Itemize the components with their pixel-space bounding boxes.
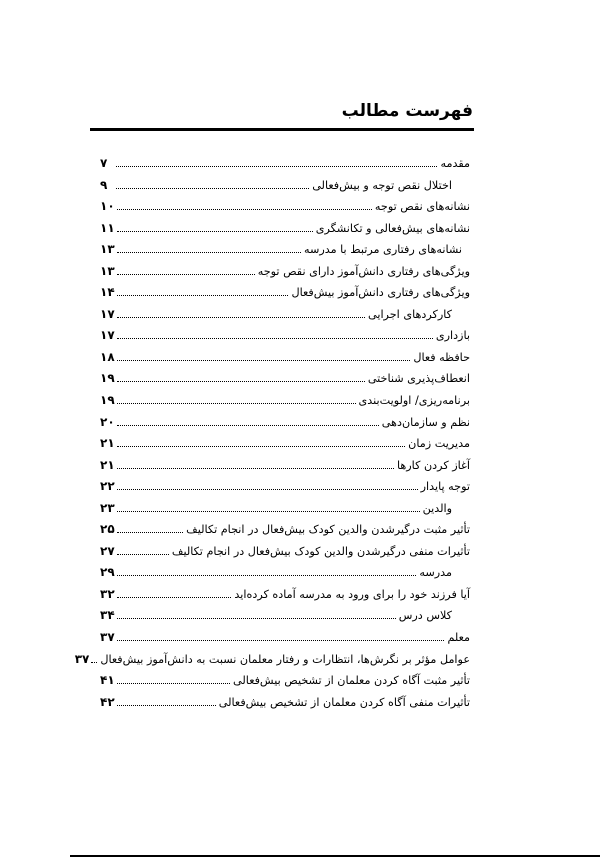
dot-leader (117, 640, 445, 641)
toc-entry[interactable] (100, 368, 470, 390)
toc-entry-page: ۳۲ (100, 586, 115, 601)
toc-entry[interactable] (100, 196, 470, 218)
table-of-contents (74, 153, 470, 713)
dot-leader (117, 575, 417, 576)
toc-entry-title: حافظه فعال (413, 350, 470, 364)
toc-entry[interactable] (74, 649, 470, 671)
toc-entry-title: نشانه‌های بیش‌فعالی و تکانشگری (315, 221, 470, 235)
toc-entry[interactable] (100, 304, 470, 326)
toc-entry-page: ۱۷ (100, 306, 115, 321)
dot-leader (117, 360, 411, 361)
toc-entry-page: ۳۷ (74, 651, 90, 666)
toc-entry-title: نظم و سازمان‌دهی (381, 415, 470, 429)
toc-entry-page: ۹ (100, 177, 108, 192)
dot-leader (117, 683, 230, 684)
toc-entry-title: ویژگی‌های رفتاری دانش‌آموز بیش‌فعال (291, 286, 470, 300)
toc-entry[interactable] (100, 670, 470, 692)
toc-entry-title: تأثیر مثبت درگیرشدن والدین کودک بیش‌فعال در انجام تکالیف (186, 523, 470, 537)
dot-leader (117, 209, 372, 210)
page-title: فهرست مطالب (341, 101, 473, 121)
dot-leader (91, 662, 97, 663)
toc-entry-page: ۷ (100, 156, 108, 170)
toc-entry-page: ۲۳ (100, 500, 115, 515)
toc-entry-title: نشانه‌های رفتاری مرتبط با مدرسه (303, 243, 462, 257)
toc-entry[interactable] (100, 692, 470, 714)
toc-entry-page: ۴۱ (100, 673, 115, 688)
toc-entry-page: ۲۲ (100, 479, 115, 494)
dot-leader (117, 338, 433, 339)
dot-leader (116, 188, 309, 189)
toc-entry-title: مدیریت زمان (408, 437, 470, 451)
toc-entry[interactable] (100, 541, 470, 563)
toc-entry-title: والدین (422, 501, 452, 515)
toc-entry[interactable] (100, 239, 470, 261)
toc-entry-title: بازداری (435, 329, 470, 343)
toc-entry[interactable] (100, 562, 470, 584)
toc-entry[interactable] (100, 390, 470, 412)
dot-leader (117, 489, 418, 490)
toc-entry-title: انعطاف‌پذیری شناختی (367, 372, 470, 386)
dot-leader (117, 231, 313, 232)
toc-entry-page: ۲۵ (100, 522, 115, 537)
title-divider (90, 128, 474, 131)
dot-leader (117, 317, 365, 318)
toc-entry-title: توجه پایدار (420, 480, 470, 494)
toc-entry[interactable] (100, 519, 470, 541)
toc-entry-page: ۱۹ (100, 371, 115, 386)
dot-leader (117, 705, 216, 706)
toc-entry-page: ۱۳ (100, 263, 115, 278)
dot-leader (116, 166, 437, 167)
toc-entry[interactable] (100, 412, 470, 434)
toc-entry-title: تأثیرات منفی آگاه کردن معلمان از تشخیص بیش‌فعالی (218, 695, 470, 709)
toc-entry-page: ۲۹ (100, 565, 115, 580)
toc-entry-page: ۱۳ (100, 242, 115, 257)
dot-leader (117, 252, 301, 253)
toc-entry[interactable] (100, 498, 470, 520)
toc-entry[interactable] (100, 347, 470, 369)
toc-entry-title: ویژگی‌های رفتاری دانش‌آموز دارای نقص توجه (257, 264, 470, 278)
toc-entry-page: ۱۸ (100, 349, 115, 364)
toc-entry-title: آیا فرزند خود را برای ورود به مدرسه آماده کرده‌اید (234, 587, 470, 601)
toc-entry-page: ۱۹ (100, 393, 115, 408)
toc-entry-page: ۳۴ (100, 608, 115, 623)
toc-entry-page: ۱۰ (100, 199, 115, 214)
toc-entry-title: آغاز کردن کارها (396, 458, 470, 472)
toc-entry-page: ۲۱ (100, 436, 115, 451)
toc-entry[interactable] (100, 476, 470, 498)
toc-entry-title: برنامه‌ریزی/ اولویت‌بندی (358, 394, 470, 408)
toc-entry[interactable] (100, 175, 470, 197)
dot-leader (117, 532, 183, 533)
dot-leader (117, 554, 169, 555)
dot-leader (117, 597, 232, 598)
toc-entry-title: نشانه‌های نقص توجه (374, 200, 470, 214)
toc-entry[interactable] (100, 455, 470, 477)
toc-entry-page: ۱۷ (100, 328, 115, 343)
toc-entry-title: معلم (447, 631, 470, 645)
dot-leader (117, 618, 396, 619)
dot-leader (117, 468, 394, 469)
dot-leader (117, 425, 379, 426)
toc-entry-title: کلاس درس (398, 609, 452, 623)
toc-entry[interactable] (100, 153, 470, 175)
dot-leader (117, 274, 255, 275)
dot-leader (117, 295, 289, 296)
toc-entry[interactable] (100, 282, 470, 304)
toc-entry-page: ۲۰ (100, 414, 115, 429)
toc-entry[interactable] (100, 325, 470, 347)
dot-leader (117, 403, 356, 404)
toc-entry-title: تأثیر مثبت آگاه کردن معلمان از تشخیص بیش‌فعالی (233, 674, 470, 688)
dot-leader (117, 446, 406, 447)
toc-entry[interactable] (100, 218, 470, 240)
toc-entry-title: مدرسه (419, 566, 452, 580)
toc-entry-page: ۲۱ (100, 457, 115, 472)
toc-entry[interactable] (100, 261, 470, 283)
toc-entry-title: عوامل مؤثر بر نگرش‌ها، انتظارات و رفتار معلمان نسبت به دانش‌آموز بیش‌فعال (100, 652, 470, 666)
dot-leader (117, 511, 420, 512)
toc-entry-page: ۱۱ (100, 220, 115, 235)
toc-entry-title: مقدمه (440, 157, 470, 170)
toc-entry-page: ۳۷ (100, 630, 115, 645)
toc-entry-page: ۲۷ (100, 543, 115, 558)
toc-entry-title: تأثیرات منفی درگیرشدن والدین کودک بیش‌فعال در انجام تکالیف (171, 544, 470, 558)
toc-entry-title: اختلال نقص توجه و بیش‌فعالی (312, 178, 452, 192)
toc-entry[interactable] (100, 584, 470, 606)
toc-entry[interactable] (100, 605, 470, 627)
toc-entry[interactable] (100, 627, 470, 649)
toc-entry-page: ۴۲ (100, 694, 115, 709)
toc-entry-title: کارکردهای اجرایی (368, 307, 452, 321)
toc-entry[interactable] (100, 433, 470, 455)
dot-leader (117, 381, 365, 382)
toc-entry-page: ۱۴ (100, 285, 115, 300)
